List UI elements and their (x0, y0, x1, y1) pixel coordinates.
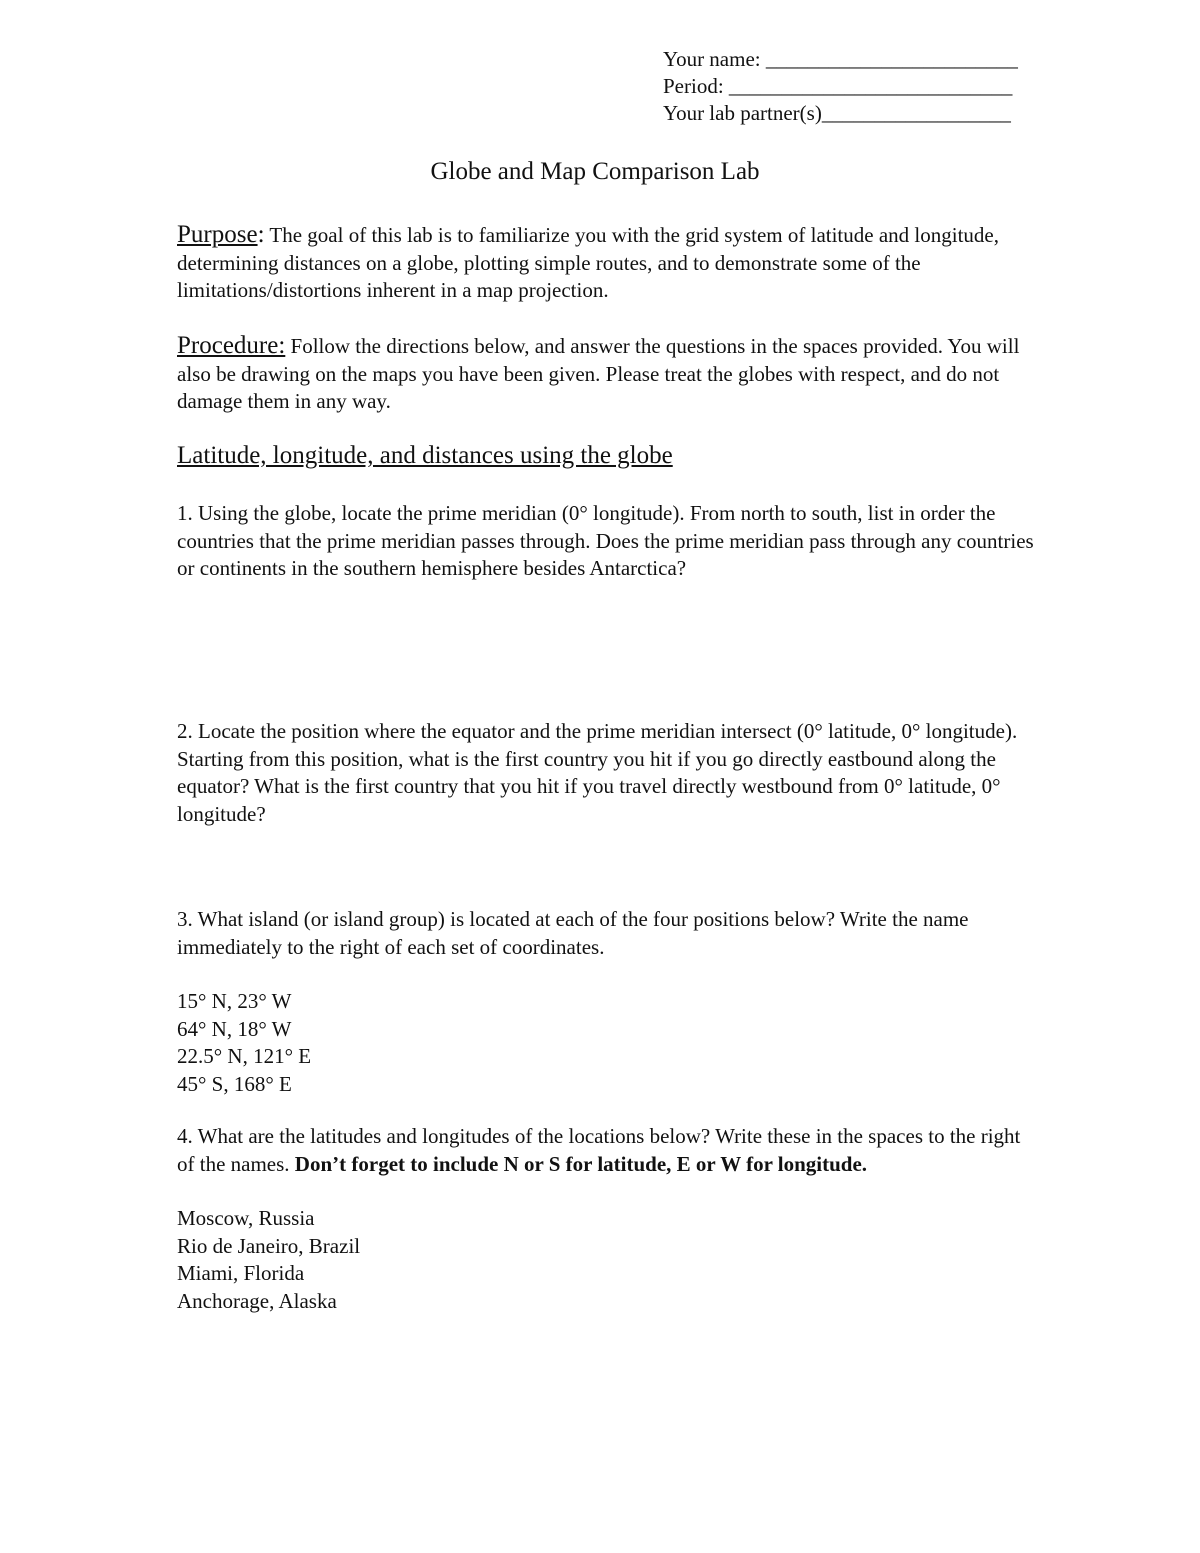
lab-partner-field: Your lab partner(s)__________________ (663, 101, 1011, 125)
name-field: Your name: ________________________ (663, 47, 1018, 71)
purpose-label: Purpose (177, 221, 258, 248)
procedure-paragraph (177, 332, 1037, 416)
coordinate-item: 15° N, 23° W (177, 989, 292, 1013)
location-item: Anchorage, Alaska (177, 1288, 337, 1313)
section-heading: Latitude, longitude, and distances using the globe (177, 442, 673, 469)
question-4 (177, 1123, 1037, 1315)
coordinate-item: 45° S, 168° E (177, 1071, 292, 1096)
question-1: 1. Using the globe, locate the prime meridian (0° longitude). From north to south, list in order the countries that the prime meridian passes through. Does the prime meridian pass through any countries or continents in the southern hemisphere besides Antarctica? (177, 501, 1034, 580)
question-4-bold-note: Don’t forget to include N or S for latitude, E or W for longitude. (294, 1151, 868, 1176)
location-item: Miami, Florida (177, 1261, 305, 1285)
procedure-label: Procedure: (177, 332, 286, 359)
period-field: Period: ___________________________ (663, 74, 1013, 98)
location-item: Moscow, Russia (177, 1206, 315, 1230)
page-title: Globe and Map Comparison Lab (430, 158, 760, 185)
student-info-fields (663, 46, 1018, 127)
question-4-text-wrap (177, 1123, 1037, 1178)
question-3 (177, 906, 1037, 1098)
coordinate-item: 22.5° N, 121° E (177, 1044, 312, 1068)
purpose-paragraph (177, 221, 1037, 305)
purpose-text: The goal of this lab is to familiarize you with the grid system of latitude and longitude, determining distances on a globe, plotting simple routes, and to demonstrate some of the limitations/distortions inherent in a map projection. (177, 223, 999, 302)
question-4-text: 4. What are the latitudes and longitudes of the locations below? Write these in the spaces to the right of the names. (177, 1124, 1021, 1176)
procedure-text: Follow the directions below, and answer the questions in the spaces provided. You will also be drawing on the maps you have been given. Please treat the globes with respect, and do not damage them in any way. (177, 334, 1020, 413)
location-item: Rio de Janeiro, Brazil (177, 1233, 361, 1258)
question-3-text: 3. What island (or island group) is located at each of the four positions below? Write the name immediately to the right of each set of coordinates. (177, 907, 969, 959)
coordinate-item: 64° N, 18° W (177, 1016, 292, 1041)
question-2: 2. Locate the position where the equator and the prime meridian intersect (0° latitude, 0° longitude). Starting from this position, what is the first country you hit if you go directly eastbound along the equator? What is the first country that you hit if you travel directly westbound from 0° latitude, 0° longitude? (177, 719, 1018, 826)
purpose-colon: : (257, 221, 265, 248)
